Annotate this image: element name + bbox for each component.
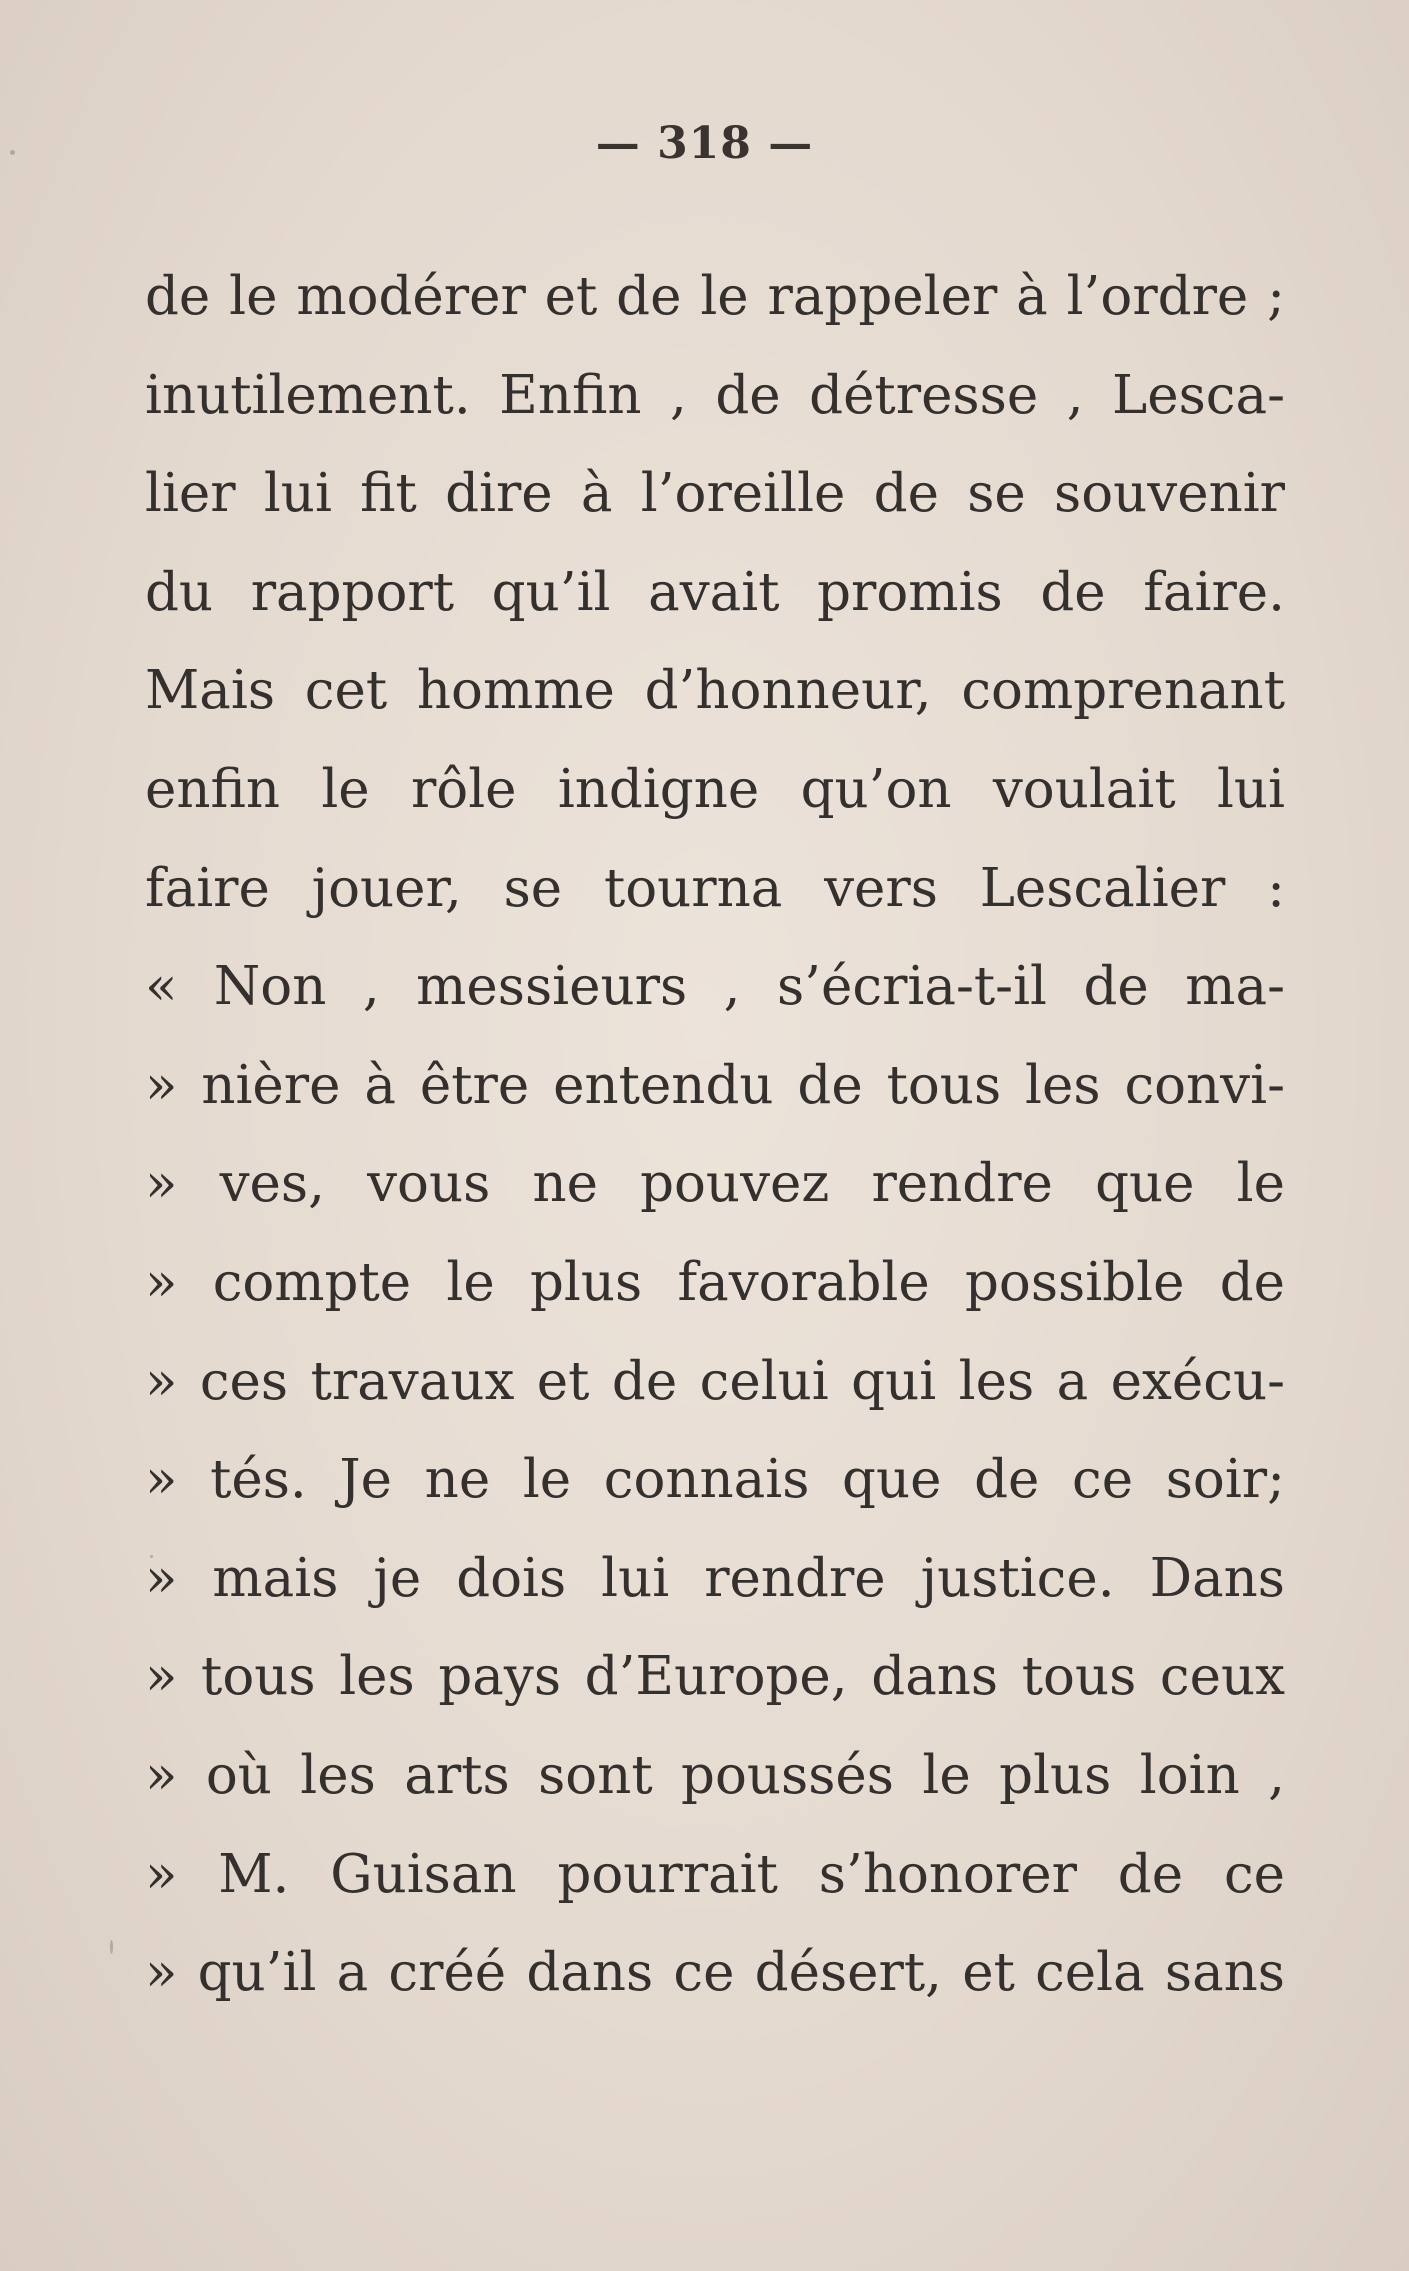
page-number: — 318 — bbox=[595, 118, 814, 169]
text-line: Mais cet homme d’honneur, comprenant bbox=[145, 660, 1285, 722]
text-line: » mais je dois lui rendre justice. Dans bbox=[145, 1547, 1285, 1609]
paper-speck bbox=[110, 1940, 113, 1954]
text-line: faire jouer, se tourna vers Lescalier : bbox=[145, 857, 1285, 919]
text-line: » où les arts sont poussés le plus loin , bbox=[145, 1744, 1285, 1806]
text-line: du rapport qu’il avait promis de faire. bbox=[145, 561, 1285, 623]
text-line: de le modérer et de le rappeler à l’ordre ; bbox=[145, 266, 1285, 327]
text-line: « Non , messieurs , s’écria-t-il de ma- bbox=[145, 956, 1285, 1018]
text-line: » ves, vous ne pouvez rendre que le bbox=[145, 1153, 1285, 1215]
text-line: » compte le plus favorable possible de bbox=[145, 1251, 1285, 1313]
text-line: » nière à être entendu de tous les convi- bbox=[145, 1054, 1285, 1116]
text-line: lier lui fit dire à l’oreille de se souvenir bbox=[145, 463, 1285, 525]
text-line: » tous les pays d’Europe, dans tous ceux bbox=[145, 1646, 1285, 1708]
text-line: » M. Guisan pourrait s’honorer de ce bbox=[145, 1843, 1285, 1905]
text-line: » ces travaux et de celui qui les a exécu- bbox=[145, 1350, 1285, 1412]
text-line: » qu’il a créé dans ce désert, et cela sans bbox=[145, 1942, 1285, 2004]
text-line: inutilement. Enfin , de détresse , Lesca- bbox=[145, 364, 1285, 426]
body-text bbox=[145, 248, 1285, 2023]
text-line: enfin le rôle indigne qu’on voulait lui bbox=[145, 758, 1285, 820]
text-line: » tés. Je ne le connais que de ce soir; bbox=[145, 1449, 1285, 1511]
